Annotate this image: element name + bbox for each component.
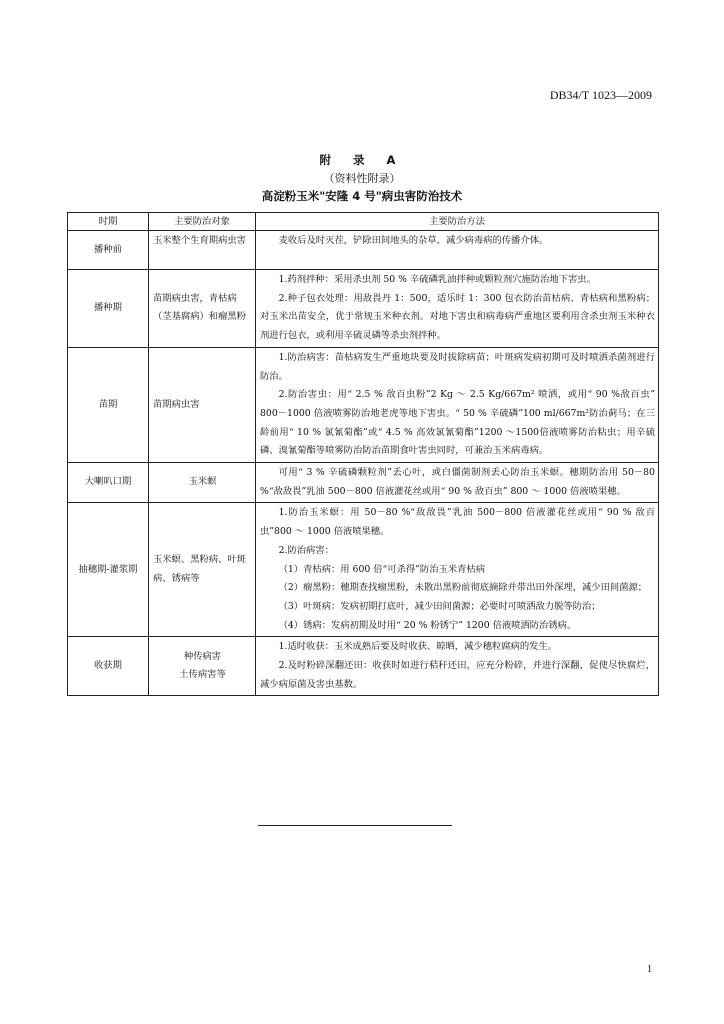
document-number: DB34/T 1023—2009 — [549, 88, 652, 102]
table-row — [68, 503, 659, 637]
target-text: 土传病害等 — [179, 669, 226, 681]
target-cell — [149, 231, 256, 270]
target-text: 玉米螟、黑粉病、叶斑病、锈病等 — [153, 554, 246, 584]
method-paragraph: 1.防治玉米螟：用 50－80 %“敌敌畏”乳油 500－800 倍液灌花丝或用“ 90 % 敌百虫”800 ～ 1000 倍液喷果穗。 — [260, 507, 655, 538]
method-paragraph: （4）锈病：发病初期及时用“ 20 % 粉锈宁” 1200 倍液喷洒防治锈病。 — [278, 619, 577, 631]
method-paragraph: 可用“ 3 % 辛硫磷颗粒剂”丢心叶，或白僵菌制剂丢心防治玉米螟。穗期防治用 50－80 %“敌敌畏”乳油 500－800 倍液灌花丝或用“ 90 % 敌百虫” 800 ～ 1000 倍液喷果穗。 — [260, 467, 655, 497]
method-paragraph: 2.防治害虫：用“ 2.5 % 敌百虫粉”2 Kg ～ 2.5 Kg/667m² 喷洒，或用“ 90 %敌百虫” 800－1000 倍液喷雾防治地老虎等地下害虫。“ 50 % 辛硫磷”100 ml/667m²防治蓟马；在三龄前用“ 10 % 氯氰菊酯”或“ 4.5 % 高效氯氰菊酯”1200 ～1500倍液喷雾防治粘虫；用辛硫磷、溴氰菊酯等喷雾防治防治苗期食叶害虫同时，可兼治玉米病毒病。 — [260, 389, 655, 457]
header-period: 时期 — [68, 213, 149, 231]
target-cell — [149, 347, 256, 462]
table-row — [68, 347, 659, 462]
method-cell — [256, 231, 659, 270]
header-target: 主要防治对象 — [149, 213, 256, 231]
method-cell — [256, 637, 659, 696]
appendix-title: 附 录 A — [319, 153, 405, 167]
method-paragraph: 2.及时粉碎深翻还田：收获时如进行秸秆还田，应充分粉碎，并进行深翻，促使尽快腐烂，减少病原菌及害虫基数。 — [260, 660, 655, 690]
target-text: 苗期病虫害，青枯病（茎基腐病）和瘤黑粉 — [153, 292, 246, 323]
method-paragraph: 2.种子包衣处理：用敌畏丹 1：500，适乐时 1：300 包衣防治苗枯病、青枯病和黑粉病；对玉米出苗安全，优于常规玉米种衣剂。对地下害虫和病毒病严重地区要利用含杀虫剂玉米种衣剂进行包衣，或利用辛硫灵磷等杀虫剂拌种。 — [260, 292, 655, 342]
method-paragraph: 1.防治病害：苗枯病发生严重地块要及时拔除病苗；叶斑病发病初期可及时喷洒杀菌剂进行防治。 — [260, 351, 655, 382]
period-cell: 播种前 — [68, 231, 149, 270]
header-method: 主要防治方法 — [256, 213, 659, 231]
appendix-note: （资料性附录） — [323, 172, 401, 185]
period-cell: 苗期 — [68, 347, 149, 462]
target-cell — [149, 503, 256, 637]
table-header-row — [68, 213, 659, 231]
end-divider-line — [258, 825, 452, 826]
method-cell — [256, 503, 659, 637]
target-cell — [149, 463, 256, 503]
method-paragraph: （1）青枯病：用 600 倍“可杀得”防治玉米青枯病 — [278, 563, 486, 575]
period-cell: 抽穗期-灌浆期 — [68, 503, 149, 637]
table-row — [68, 637, 659, 696]
target-text: 种传病害 — [183, 650, 222, 662]
target-text: 苗期病虫害 — [153, 398, 200, 410]
method-paragraph: （2）瘤黑粉：穗期查找瘤黑粉，未散出黑粉前彻底摘除并带出田外深埋，减少田间菌源； — [278, 582, 648, 594]
method-paragraph: 1.适时收获：玉米成熟后要及时收获、晾晒，减少穗粒腐病的发生。 — [278, 641, 558, 653]
table-title: 高淀粉玉米"安隆 4 号"病虫害防治技术 — [261, 189, 463, 203]
target-text: 玉米螟 — [188, 476, 217, 488]
method-paragraph: （3）叶斑病：发病初期打底叶，减少田间菌源；必要时可喷洒敌力脱等防治； — [278, 600, 601, 612]
period-cell: 播种期 — [68, 270, 149, 348]
target-text: 玉米整个生育期病虫害 — [153, 235, 246, 246]
method-cell — [256, 347, 659, 462]
period-cell: 收获期 — [68, 637, 149, 696]
page-number: 1 — [647, 964, 652, 975]
method-cell — [256, 463, 659, 503]
method-cell — [256, 270, 659, 348]
period-cell: 大喇叭口期 — [68, 463, 149, 503]
table-row — [68, 463, 659, 503]
method-paragraph: 麦收后及时灭茬，铲除田间地头的杂草，减少病毒病的传播介体。 — [278, 235, 549, 246]
target-cell — [149, 637, 256, 696]
target-cell — [149, 270, 256, 348]
method-paragraph: 2.防治病害： — [278, 544, 334, 556]
table-row — [68, 270, 659, 348]
pest-control-table — [67, 212, 659, 696]
method-paragraph: 1.药剂拌种：采用杀虫剂 50 % 辛硫磷乳油拌种或颗粒剂穴施防治地下害虫。 — [278, 274, 596, 285]
table-row — [68, 231, 659, 270]
